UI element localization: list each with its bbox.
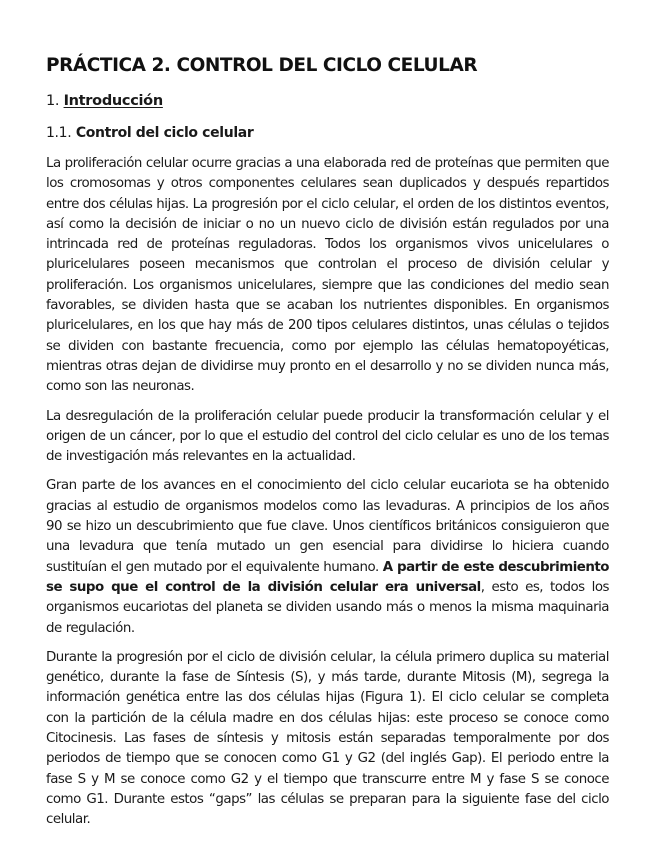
paragraph-3-bold-statement: A partir de este descubrimiento se supo que el control de la división celular era universal [46,559,609,595]
document-page [46,52,609,831]
document-title: PRÁCTICA 2. CONTROL DEL CICLO CELULAR [46,55,478,76]
section-number: 1. [46,93,60,109]
subsection-title: Control del ciclo celular [75,125,254,141]
subsection-heading [46,122,609,144]
paragraph-1: La proliferación celular ocurre gracias a una elaborada red de proteínas que permiten que los cromosomas y otros componentes celulares sean duplicados y después repartidos entre dos células hijas. La progresión por el ciclo celular, el orden de los distintos eventos, así como la decisión de iniciar o no un nuevo ciclo de división están regulados por una intrincada red de proteínas reguladoras. Todos los organismos vivos unicelulares o pluricelulares poseen mecanismos que controlan el proceso de división celular y proliferación. Los organismos unicelulares, siempre que las condiciones del medio sean favorables, se dividen hasta que se acaban los nutrientes disponibles. En organismos pluricelulares, en los que hay más de 200 tipos celulares distintos, unas células o tejidos se dividen con bastante frecuencia, como por ejemplo las células hematopoyéticas, mientras otras dejan de dividirse muy pronto en el desarrollo y no se dividen nunca más, como son las neuronas. [46,156,609,395]
paragraph-2: La desregulación de la proliferación celular puede producir la transformación celular y el origen de un cáncer, por lo que el estudio del control del ciclo celular es uno de los temas de investigación más relevantes en la actualidad. [46,408,609,465]
section-title: Introducción [63,93,163,109]
paragraph-3-text-after: , esto es, todos los organismos eucariotas del planeta se dividen usando más o menos la misma maquinaria de regulación. [46,579,610,636]
subsection-number: 1.1. [46,125,72,141]
section-heading [46,90,609,112]
paragraph-3-text-before: Gran parte de los avances en el conocimiento del ciclo celular eucariota se ha obtenido gracias al estudio de organismos modelos como las levaduras. A principios de los años 90 se hizo un descubrimiento que fue clave. Unos científicos británicos consiguieron que una levadura que tenía mutado un gen esencial para dividirse lo hiciera cuando sustituían el gen mutado por el equivalente humano. [46,478,609,575]
paragraph-4: Durante la progresión por el ciclo de división celular, la célula primero duplica su material genético, durante la fase de Síntesis (S), y más tarde, durante Mitosis (M), segrega la información genética entre las dos células hijas (Figura 1). El ciclo celular se completa con la partición de la célula madre en dos células hijas: este proceso se conoce como Citocinesis. Las fases de síntesis y mitosis están separadas temporalmente por dos periodos de tiempo que se conocen como G1 y G2 (del inglés Gap). El periodo entre la fase S y M se conoce como G2 y el tiempo que transcurre entre M y fase S se conoce como G1. Durante estos “gaps” las células se preparan para la siguiente fase del ciclo celular. [46,649,609,828]
paragraph-3 [46,476,609,638]
